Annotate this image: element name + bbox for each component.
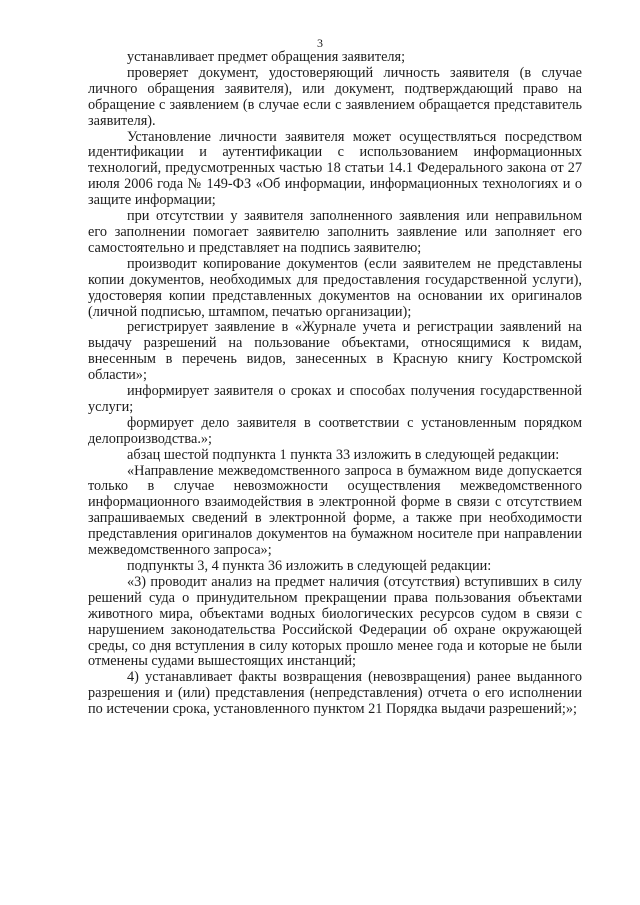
paragraph: производит копирование документов (если заявителем не представлены копии документов, необходимых для предоставления государственной услуги), удостоверяя копии представленных документов на основании их оригиналов (личной подписью, штампом, печатью организации); — [88, 255, 582, 320]
paragraph: «3) проводит анализ на предмет наличия (отсутствия) вступивших в силу решений суда о принудительном прекращении права пользования объектами животного мира, объектами водных биологических ресурсов судом в связи с нарушением законодательства Российской Федерации об охране окружающей среды, со дня вступления в силу которых прошло менее года и которые не были отменены судами вышестоящих инстанций; — [88, 573, 582, 670]
paragraph: проверяет документ, удостоверяющий личность заявителя (в случае личного обращения заявителя), или документ, подтверждающий право на обращение с заявлением (в случае если с заявлением обращается представитель заявителя). — [88, 64, 582, 129]
paragraph: при отсутствии у заявителя заполненного заявления или неправильном его заполнении помогает заявителю заполнить заявление или заполняет его самостоятельно и представляет на подпись заявителю; — [88, 208, 582, 256]
paragraph: информирует заявителя о сроках и способах получения государственной услуги; — [88, 383, 582, 415]
paragraph: формирует дело заявителя в соответствии с установленным порядком делопроизводства.»; — [88, 414, 582, 447]
paragraph: подпункты 3, 4 пункта 36 изложить в следующей редакции: — [127, 558, 492, 574]
paragraph: абзац шестой подпункта 1 пункта 33 изложить в следующей редакции: — [127, 446, 560, 463]
paragraph: устанавливает предмет обращения заявителя; — [127, 49, 406, 65]
document-body — [88, 50, 582, 718]
paragraph: Установление личности заявителя может осуществляться посредством идентификации и аутентификации с использованием информационных технологий, предусмотренных частью 18 статьи 14.1 Федерального закона от 27 июля 2006 года № 149-ФЗ «Об информации, информационных технологиях и о защите информации; — [88, 128, 582, 209]
paragraph: «Направление межведомственного запроса в бумажном виде допускается только в случае невозможности осуществления межведомственного информационного взаимодействия в электронной форме в связи с отсутствием запрашиваемых сведений в электронной форме, а также при необходимости представления оригиналов документов на бумажном носителе при направлении межведомственного запроса»; — [88, 462, 582, 559]
paragraph: 4) устанавливает факты возвращения (невозвращения) ранее выданного разрешения и (или) представления (непредставления) отчета о его исполнении по истечении срока, установленного пунктом 21 Порядка выдачи разрешений;»; — [88, 669, 582, 718]
paragraph: регистрирует заявление в «Журнале учета и регистрации заявлений на выдачу разрешений на пользование объектами, относящимися к видам, внесенным в перечень видов, занесенных в Красную книгу Костромской области»; — [88, 319, 582, 384]
page-number: 3 — [317, 36, 323, 50]
